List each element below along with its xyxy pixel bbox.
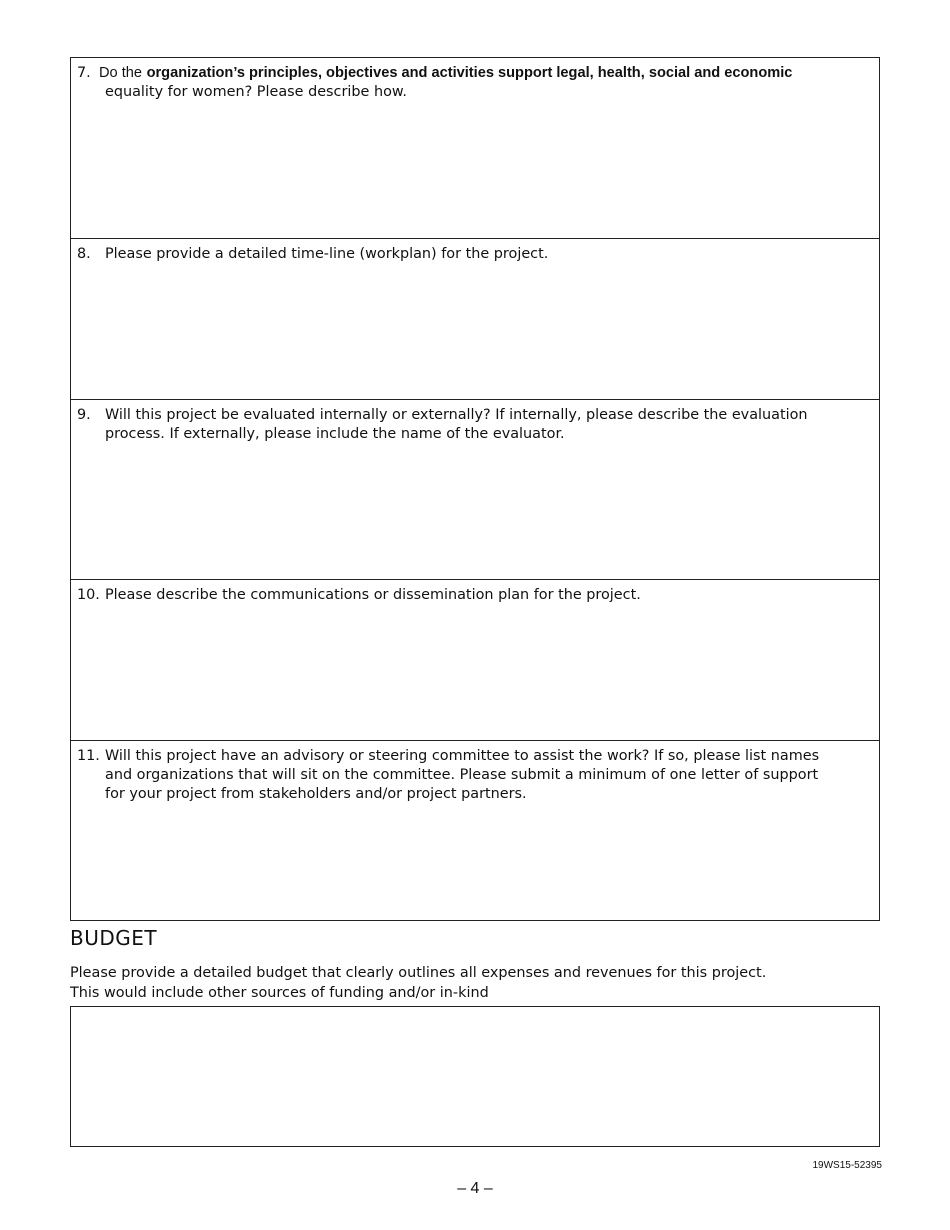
page-number: – 4 –: [457, 1180, 493, 1197]
question-8-number: 8.: [77, 246, 91, 262]
question-7-text: [77, 64, 839, 102]
question-10-row[interactable]: [71, 580, 879, 741]
question-7-lead: Do the: [99, 65, 142, 81]
question-9-text: Will this project be evaluated internally or externally? If internally, please describe the evaluation process. If externally, please include the name of the evaluator.: [105, 407, 808, 442]
question-9-row[interactable]: [71, 400, 879, 580]
question-7-row[interactable]: [71, 58, 879, 239]
question-7-rest: equality for women? Please describe how.: [105, 84, 407, 100]
question-10-number: 10.: [77, 587, 100, 603]
questions-table: [70, 57, 880, 921]
budget-heading: BUDGET: [70, 926, 158, 950]
budget-instructions-line-2: This would include other sources of funding and/or in-kind: [70, 985, 489, 1001]
question-7-number: 7.: [77, 65, 91, 81]
question-7-bold: organization’s principles, objectives and activities support legal, health, social and economic: [146, 65, 793, 81]
question-11-text: Will this project have an advisory or steering committee to assist the work? If so, please list names and organizations that will sit on the committee. Please submit a minimum of one letter of support for your project from stakeholders and/or project partners.: [105, 748, 820, 802]
question-11-row[interactable]: [71, 741, 879, 920]
question-11-number: 11.: [77, 748, 100, 764]
question-10-text: Please describe the communications or dissemination plan for the project.: [105, 587, 641, 603]
budget-answer-box[interactable]: [70, 1006, 880, 1147]
question-9-number: 9.: [77, 407, 91, 423]
budget-instructions-line-1: Please provide a detailed budget that clearly outlines all expenses and revenues for this project.: [70, 965, 767, 981]
question-8-row[interactable]: [71, 239, 879, 400]
budget-instructions: [70, 963, 766, 1003]
question-8-text: Please provide a detailed time-line (workplan) for the project.: [105, 246, 549, 262]
form-code: 19WS15-52395: [812, 1160, 882, 1171]
